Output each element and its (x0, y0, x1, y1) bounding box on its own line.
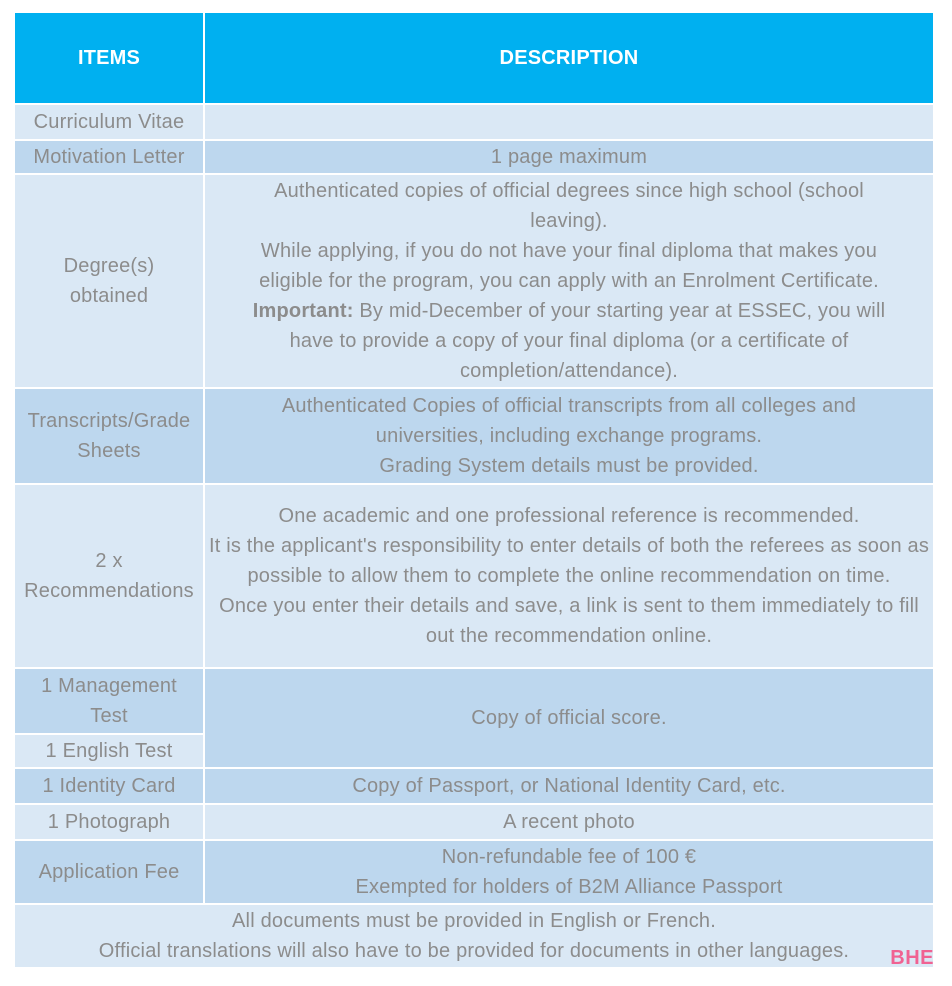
description-line: Non-refundable fee of 100 € (441, 846, 697, 868)
header-description: DESCRIPTION (204, 12, 934, 104)
description-line: Authenticated Copies of official transcripts from all colleges and universities, including exchange programs. (281, 395, 857, 447)
description-line: One academic and one professional reference is recommended. (278, 505, 860, 527)
header-items: ITEMS (14, 12, 204, 104)
table-row-management-test (14, 668, 934, 734)
table-header-row (14, 12, 934, 104)
item-cell: 1 Identity Card (14, 768, 204, 804)
item-cell: Degree(s) obtained (14, 174, 204, 388)
description-line: Authenticated copies of official degrees since high school (school leaving). (274, 180, 864, 232)
requirements-table (13, 11, 935, 969)
description-cell: 1 page maximum (204, 140, 934, 174)
item-cell: Application Fee (14, 840, 204, 904)
item-cell: 1 English Test (14, 734, 204, 768)
description-cell: A recent photo (204, 804, 934, 840)
table-row-cv (14, 104, 934, 140)
description-line: Exempted for holders of B2M Alliance Passport (355, 876, 783, 898)
requirements-table-container (13, 11, 935, 969)
important-label: Important: (252, 300, 354, 322)
table-row-degrees (14, 174, 934, 388)
footer-note (14, 904, 934, 968)
description-line (235, 296, 903, 386)
table-row-transcripts (14, 388, 934, 484)
watermark-logo: BHE (890, 947, 934, 969)
item-cell: 1 Photograph (14, 804, 204, 840)
description-line: It is the applicant's responsibility to enter details of both the referees as soon as possible to allow them to complete the online recommendation on time. (208, 535, 930, 587)
description-cell: Copy of official score. (204, 668, 934, 768)
table-row-motivation (14, 140, 934, 174)
description-cell (204, 388, 934, 484)
item-cell: Transcripts/Grade Sheets (14, 388, 204, 484)
description-cell (204, 484, 934, 668)
description-cell (204, 840, 934, 904)
description-line: Once you enter their details and save, a link is sent to them immediately to fill out the recommendation online. (219, 595, 919, 647)
table-row-photo (14, 804, 934, 840)
table-row-fee (14, 840, 934, 904)
table-row-identity (14, 768, 934, 804)
description-cell (204, 174, 934, 388)
table-row-recommendations (14, 484, 934, 668)
footer-line: Official translations will also have to be provided for documents in other languages. (98, 940, 850, 962)
item-cell: Motivation Letter (14, 140, 204, 174)
description-cell: Copy of Passport, or National Identity Card, etc. (204, 768, 934, 804)
important-text: By mid-December of your starting year at ESSEC, you will have to provide a copy of your final diploma (or a certificate of completion/attendance). (289, 300, 886, 382)
description-line: Grading System details must be provided. (379, 455, 759, 477)
item-cell: Curriculum Vitae (14, 104, 204, 140)
description-cell (204, 104, 934, 140)
item-cell: 2 x Recommendations (14, 484, 204, 668)
description-line: While applying, if you do not have your final diploma that makes you eligible for the program, you can apply with an Enrolment Certificate. (259, 240, 879, 292)
table-footer-row (14, 904, 934, 968)
footer-line: All documents must be provided in English or French. (232, 910, 716, 932)
item-cell: 1 Management Test (14, 668, 204, 734)
